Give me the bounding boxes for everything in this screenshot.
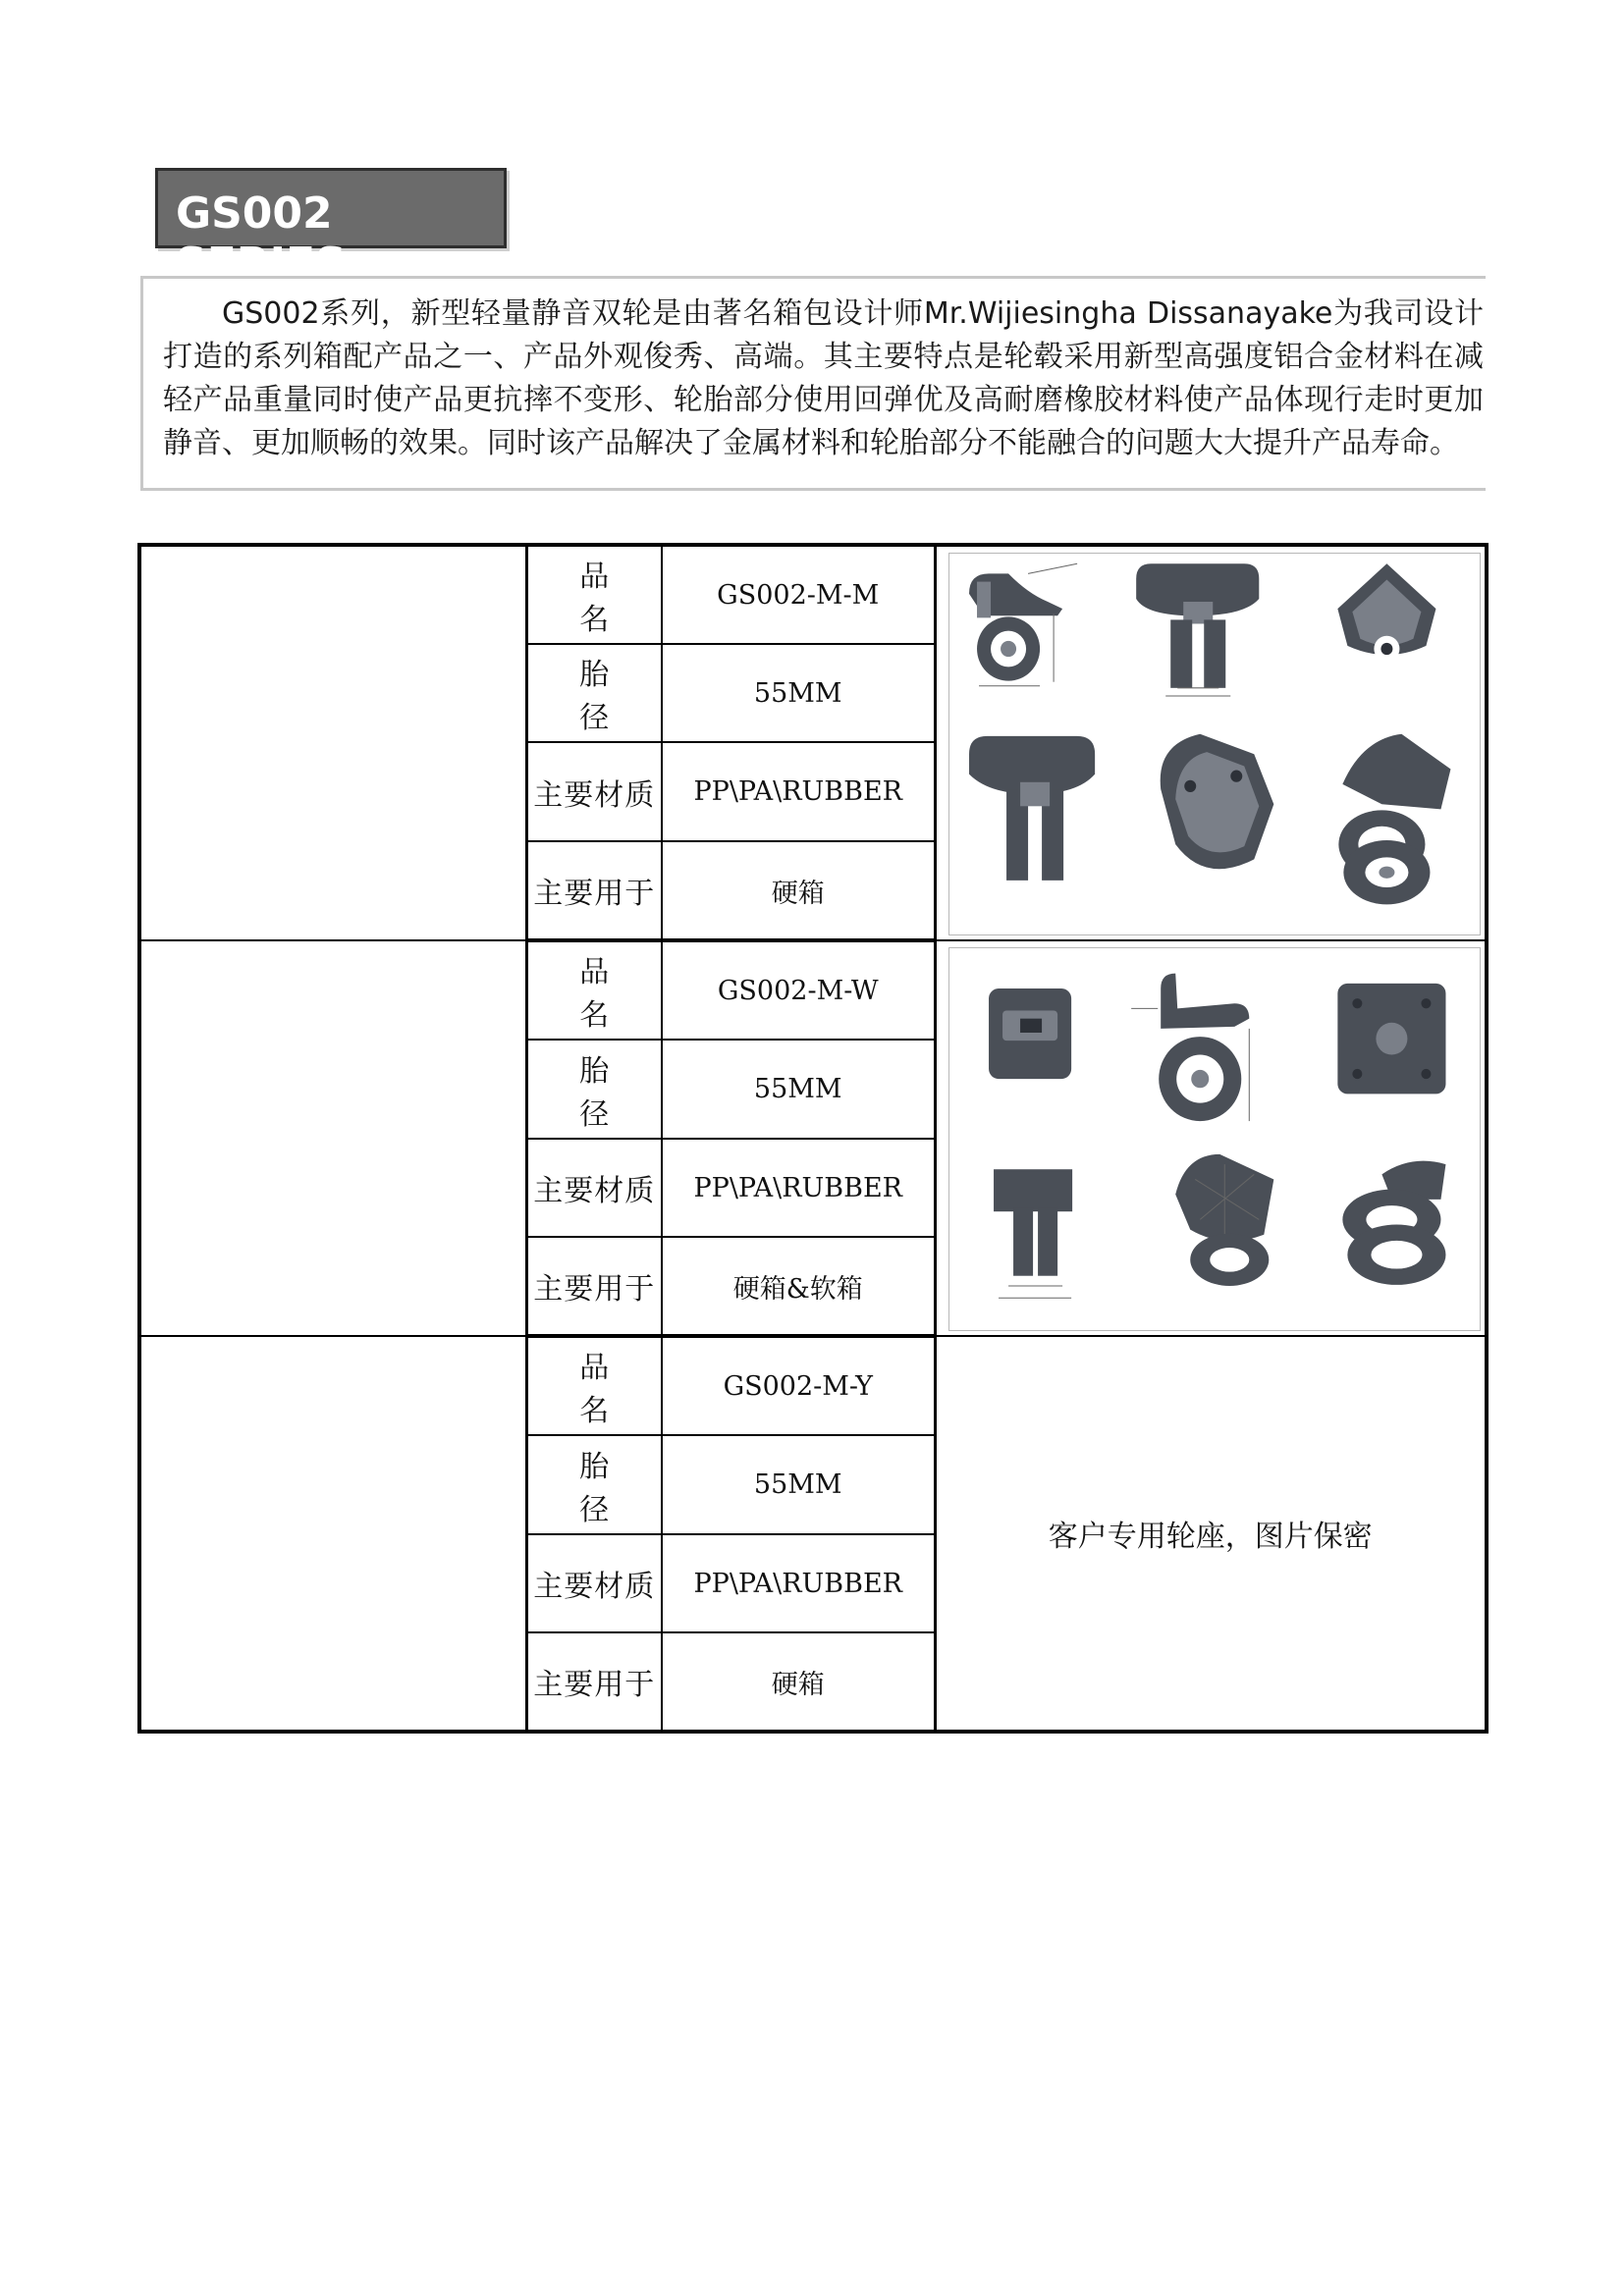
product-3-usage: 硬箱 [662,1632,935,1732]
product-2-name-row [139,940,1487,1040]
product-1-drawings [948,553,1482,935]
product-1-name-row [139,545,1487,644]
product-2-view-side [1131,974,1249,1121]
product-1-view-top [1337,563,1435,662]
product-1-view-iso-bottom [1160,734,1273,869]
product-1-name: GS002-M-M [662,545,935,644]
product-1-diameter: 55MM [662,644,935,742]
product-2-name: GS002-M-W [662,940,935,1040]
label-material: 主要材质 [526,1139,662,1237]
label-usage: 主要用于 [526,1237,662,1336]
product-2-view-front [994,1169,1072,1298]
product-2-drawings [948,947,1482,1331]
intro-text: GS002系列，新型轻量静音双轮是由著名箱包设计师Mr.Wijiesingha Dissanayake为我司设计打造的系列箱配产品之一、产品外观俊秀、高端。其主要特点是轮毂采用新型高强度铝合金材料在减轻产品重量同时使产品更抗摔不变形、轮胎部分使用回弹优及高耐磨橡胶材料使产品体现行走时更加静音、更加顺畅的效果。同时该产品解决了金属材料和轮胎部分不能融合的问题大大提升产品寿命。 [163,296,1484,460]
product-2-view-iso-wheels [1342,1161,1445,1285]
product-2-material: PP\PA\RUBBER [662,1139,935,1237]
product-1-usage: 硬箱 [662,841,935,940]
label-material: 主要材质 [526,742,662,841]
label-name: 品名 [526,940,662,1040]
product-1-blank-cell [139,545,526,940]
product-2-view-bottom-plate [1337,984,1445,1095]
series-title-badge [155,168,507,289]
label-diameter: 胎径 [526,644,662,742]
product-2-image-cell [935,940,1487,1336]
label-name: 品名 [526,545,662,644]
label-name: 品名 [526,1336,662,1435]
spec-table [137,543,1489,1734]
product-3-material: PP\PA\RUBBER [662,1534,935,1632]
label-usage: 主要用于 [526,1632,662,1732]
product-1-material: PP\PA\RUBBER [662,742,935,841]
product-2-blank-cell [139,940,526,1336]
product-2-view-iso-lattice [1175,1154,1273,1286]
product-1-drawings-svg [949,554,1481,934]
product-3-blank-cell [139,1336,526,1732]
product-1-view-front [1136,563,1259,696]
product-2-view-top [989,988,1071,1079]
product-2-usage: 硬箱&软箱 [662,1237,935,1336]
product-1-image-cell [935,545,1487,940]
product-2-diameter: 55MM [662,1040,935,1139]
label-diameter: 胎径 [526,1435,662,1534]
product-3-name-row [139,1336,1487,1435]
product-1-view-iso-wheels [1338,734,1450,905]
product-3-confidential-note: 客户专用轮座，图片保密 [935,1336,1487,1732]
product-3-diameter: 55MM [662,1435,935,1534]
label-material: 主要材质 [526,1534,662,1632]
label-usage: 主要用于 [526,841,662,940]
product-2-drawings-svg [949,948,1481,1330]
product-3-name: GS002-M-Y [662,1336,935,1435]
intro-box [140,276,1486,491]
series-title: GS002 SERIES [176,188,347,289]
label-diameter: 胎径 [526,1040,662,1139]
product-1-view-front-plain [969,736,1095,881]
product-1-view-side [969,563,1077,686]
